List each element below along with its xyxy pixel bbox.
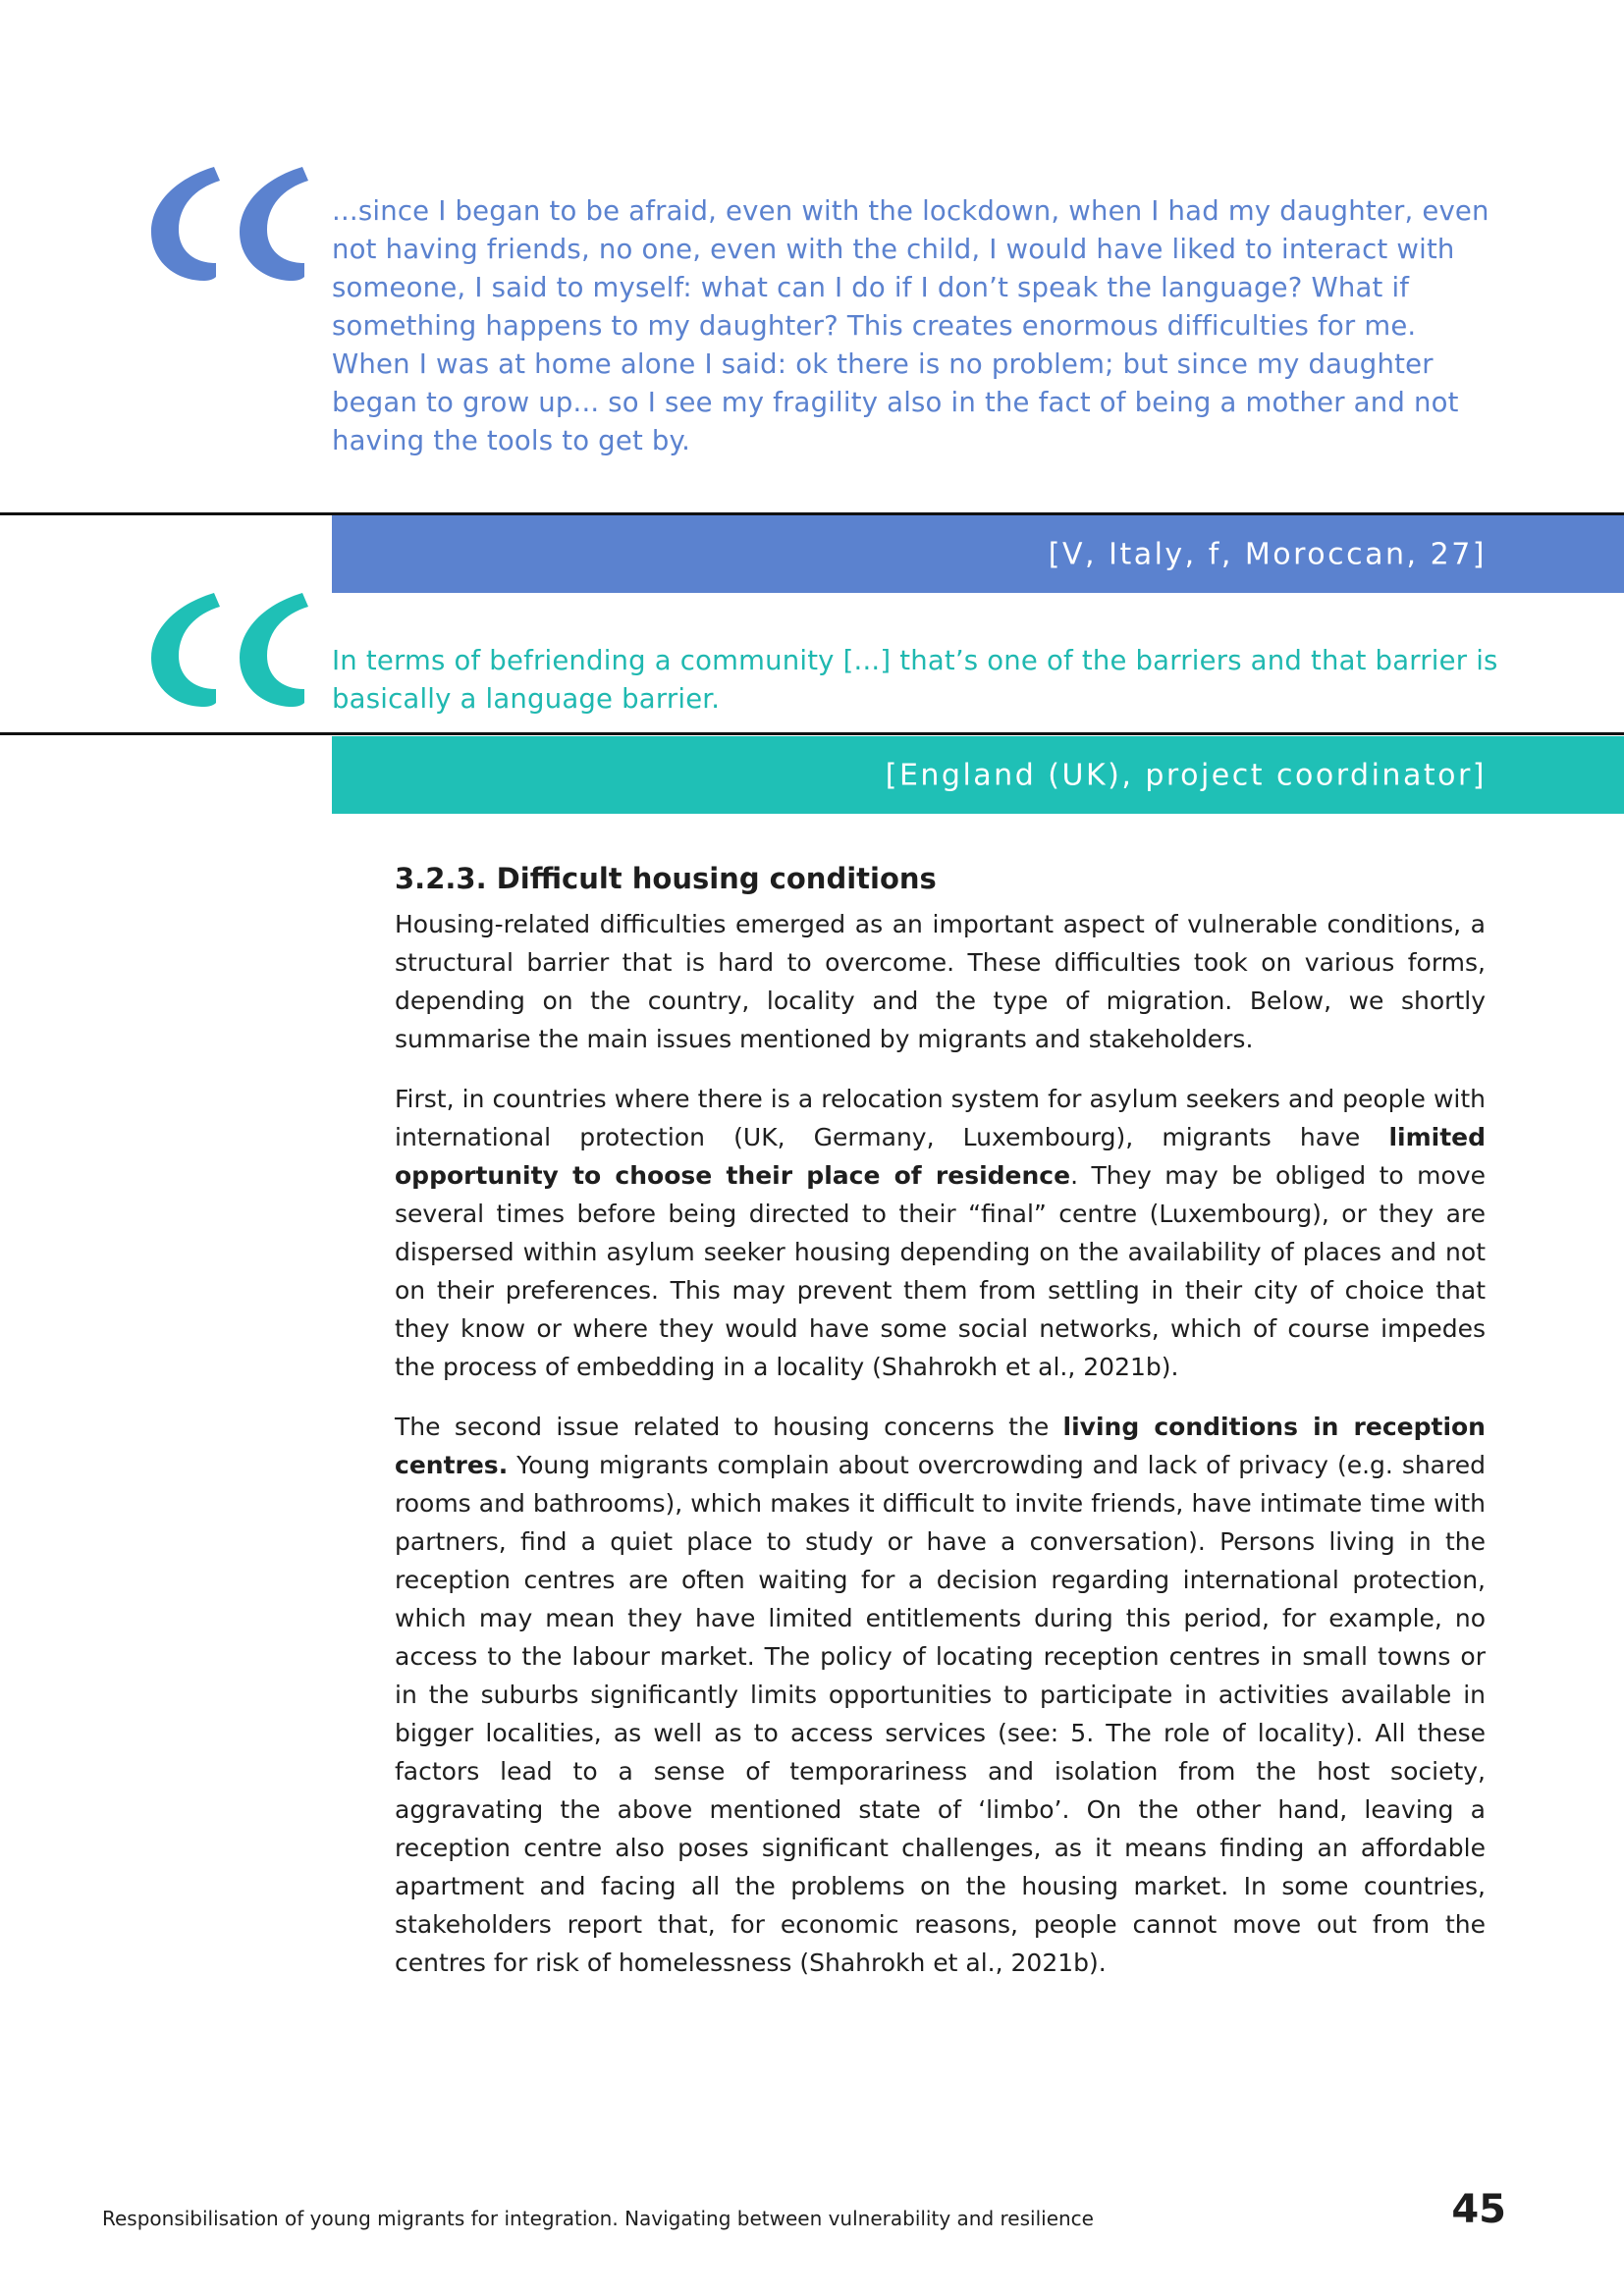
bold-phrase: limited opportunity to choose their place of residence (395, 1123, 1486, 1190)
quote-attribution: [V, Italy, f, Moroccan, 27] (1048, 537, 1487, 571)
bold-phrase: living conditions in reception centres. (395, 1413, 1486, 1479)
quote-open-icon (145, 587, 312, 711)
quote-open-icon (145, 161, 312, 285)
section-heading: 3.2.3. Difficult housing conditions (395, 862, 937, 895)
attribution-band (332, 515, 1624, 593)
paragraph-text: . They may be obliged to move several times before being directed to their “final” centre (Luxembourg), or they are dispersed within asylum seeker housing depending on the availability of places and not on their preferences. This may prevent them from settling in their city of choice that they know or where they would have some social networks, which of course impedes the process of embedding in a locality (Shahrokh et al., 2021b). (395, 1161, 1486, 1381)
quote-attribution: [England (UK), project coordinator] (885, 758, 1487, 792)
paragraph: Housing-related difficulties emerged as an important aspect of vulnerable conditions, a structural barrier that is hard to overcome. These difficulties took on various forms, depending on the country, locality and the type of migration. Below, we shortly summarise the main issues mentioned by migrants and stakeholders. (395, 910, 1486, 1053)
section-housing (395, 858, 1486, 2003)
attribution-band (332, 736, 1624, 814)
footer-title: Responsibilisation of young migrants for integration. Navigating between vulnerability and resilience (102, 2207, 1094, 2230)
paragraph (395, 1408, 1486, 1982)
divider (0, 732, 1624, 735)
paragraph-text: Young migrants complain about overcrowding and lack of privacy (e.g. shared rooms and bathrooms), which makes it difficult to invite friends, have intimate time with partners, find a quiet place to study or have a conversation). Persons living in the reception centres are often waiting for a decision regarding international protection, which may mean they have limited entitlements during this period, for example, no access to the labour market. The policy of locating reception centres in small towns or in the suburbs significantly limits opportunities to participate in activities available in bigger localities, as well as to access services (see: 5. The role of locality). All these factors lead to a sense of temporariness and isolation from the host society, aggravating the above mentioned state of ‘limbo’. On the other hand, leaving a reception centre also poses significant challenges, as it means finding an affordable apartment and facing all the problems on the housing market. In some countries, stakeholders report that, for economic reasons, people cannot move out from the centres for risk of homelessness (Shahrokh et al., 2021b). (395, 1451, 1486, 1977)
paragraph-text: First, in countries where there is a relocation system for asylum seekers and people with international protection (UK, Germany, Luxembourg), migrants have (395, 1085, 1486, 1151)
paragraph (395, 1080, 1486, 1386)
paragraph-text: The second issue related to housing concerns the (395, 1413, 1063, 1441)
page-number: 45 (1451, 2187, 1506, 2232)
quote-text: ...since I began to be afraid, even with the lockdown, when I had my daughter, even not having friends, no one, even with the child, I would have liked to interact with someone, I said to myself: what can I do if I don’t speak the language? What if something happens to my daughter? This creates enormous difficulties for me. When I was at home alone I said: ok there is no problem; but since my daughter began to grow up... so I see my fragility also in the fact of being a mother and not having the tools to get by. (332, 195, 1489, 456)
quote-text: In terms of befriending a community [...] that’s one of the barriers and that barrier is basically a language barrier. (332, 645, 1498, 715)
